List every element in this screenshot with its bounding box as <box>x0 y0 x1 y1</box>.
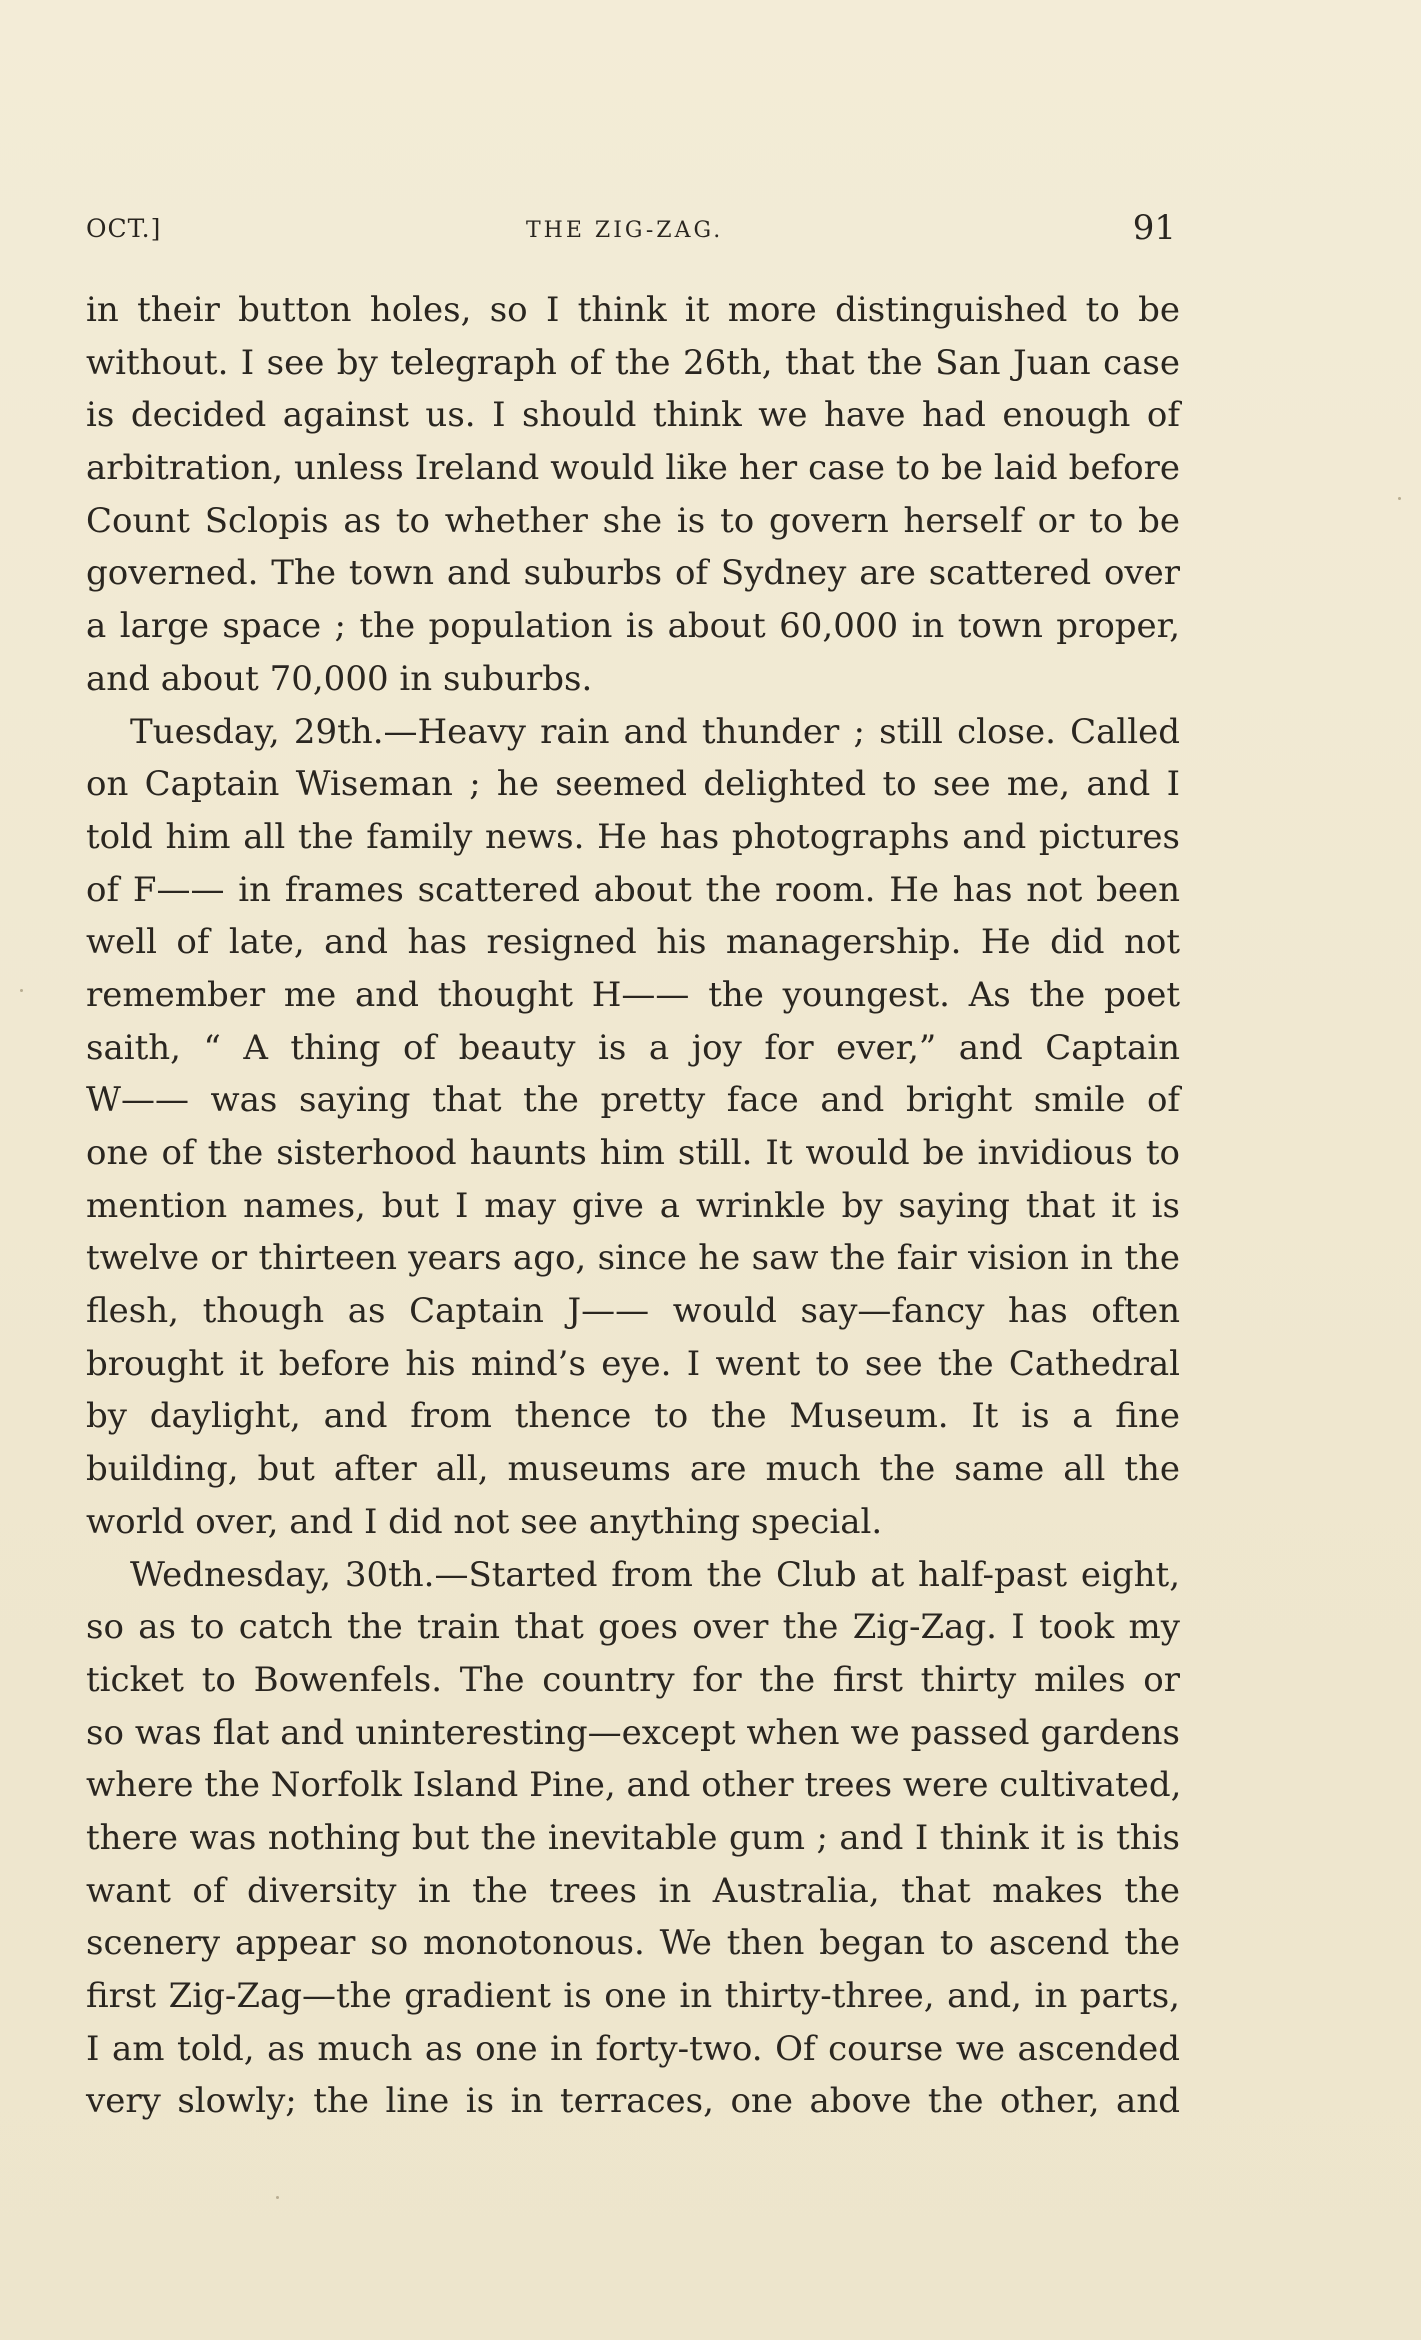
text-line: is decided against us. I should think we have had enough of <box>86 395 1180 436</box>
text-line: in their button holes, so I think it more distinguished to be <box>86 290 1180 330</box>
text-line: saith, “ A thing of beauty is a joy for ever,” and Captain <box>86 1027 1180 1068</box>
text-line: twelve or thirteen years ago, since he saw the fair vision in the <box>86 1238 1180 1279</box>
text-line: building, but after all, museums are much the same all the <box>86 1449 1180 1490</box>
text-line: well of late, and has resigned his managership. He did not <box>86 922 1180 963</box>
text-line: arbitration, unless Ireland would like her case to be laid before <box>86 448 1180 489</box>
text-line: on Captain Wiseman ; he seemed delighted to see me, and I <box>86 764 1180 805</box>
text-line: W—— was saying that the pretty face and bright smile of <box>86 1080 1180 1121</box>
text-line: mention names, but I may give a wrinkle by saying that it is <box>86 1185 1180 1226</box>
header-month: OCT.] <box>86 214 162 243</box>
text-line: brought it before his mind’s eye. I went to see the Cathedral <box>86 1343 1180 1384</box>
text-line: remember me and thought H—— the youngest. As the poet <box>86 974 1180 1015</box>
text-line: I am told, as much as one in forty-two. Of course we ascended <box>86 2028 1180 2069</box>
header-chapter-title: THE ZIG-ZAG. <box>526 218 724 243</box>
text-line: so was flat and uninteresting—except when we passed gardens <box>86 1712 1180 1753</box>
body-text <box>86 284 1180 2128</box>
text-line: Count Sclopis as to whether she is to govern herself or to be <box>86 500 1180 541</box>
text-line: of F—— in frames scattered about the room. He has not been <box>86 869 1180 910</box>
text-line: scenery appear so monotonous. We then began to ascend the <box>86 1923 1180 1964</box>
paper-speck <box>1398 497 1401 500</box>
text-line: and about 70,000 in suburbs. <box>86 658 593 699</box>
text-line: very slowly; the line is in terraces, one above the other, and <box>86 2081 1180 2122</box>
paper-speck <box>276 2196 279 2199</box>
text-line: told him all the family news. He has photographs and pictures <box>86 816 1180 857</box>
text-line: so as to catch the train that goes over the Zig-Zag. I took my <box>86 1607 1180 1648</box>
text-line: Tuesday, 29th.—Heavy rain and thunder ; still close. Called <box>130 711 1180 752</box>
text-line: want of diversity in the trees in Australia, that makes the <box>86 1870 1180 1911</box>
text-line: flesh, though as Captain J—— would say—fancy has often <box>86 1291 1180 1332</box>
text-line: there was nothing but the inevitable gum ; and I think it is this <box>86 1817 1180 1858</box>
text-line: one of the sisterhood haunts him still. It would be invidious to <box>86 1133 1180 1173</box>
text-line: where the Norfolk Island Pine, and other trees were cultivated, <box>86 1765 1182 1806</box>
text-line: Wednesday, 30th.—Started from the Club at half-past eight, <box>130 1554 1180 1595</box>
text-line: a large space ; the population is about 60,000 in town proper, <box>86 606 1180 647</box>
text-line: ticket to Bowenfels. The country for the first thirty miles or <box>86 1659 1180 1700</box>
text-line: by daylight, and from thence to the Museum. It is a fine <box>86 1396 1180 1437</box>
text-line: governed. The town and suburbs of Sydney are scattered over <box>86 553 1180 594</box>
text-line: world over, and I did not see anything special. <box>86 1501 883 1542</box>
page-number: 91 <box>1132 208 1176 248</box>
text-line: without. I see by telegraph of the 26th, that the San Juan case <box>86 342 1180 383</box>
running-header <box>86 208 1176 252</box>
text-line: first Zig-Zag—the gradient is one in thirty-three, and, in parts, <box>86 1976 1180 2016</box>
paper-speck <box>20 989 23 992</box>
